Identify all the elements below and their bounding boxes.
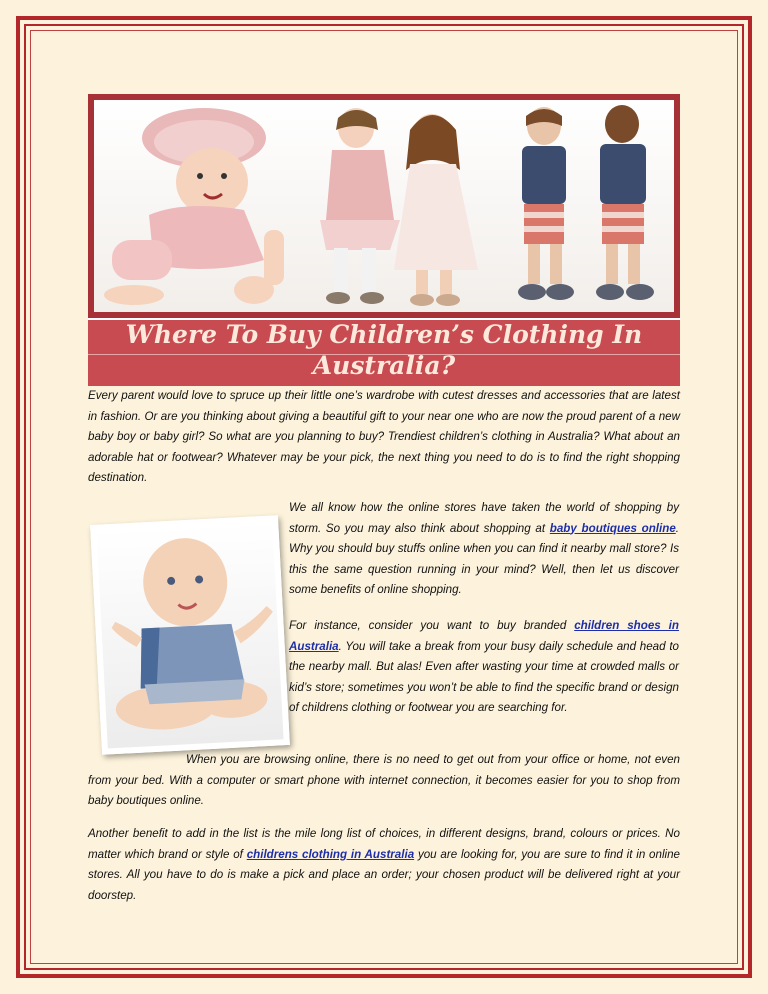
baby-sitting-illustration (96, 522, 283, 749)
girl-in-pink-figure (320, 108, 400, 304)
paragraph-text: For instance, consider you want to buy branded (289, 619, 575, 632)
childrens-clothing-link[interactable]: childrens clothing in Australia (246, 847, 415, 861)
paragraph-text: . You will take a break from your busy daily schedule and head to the nearby mall. But alas! Even after wasting your time at crowded malls or kid’s store; sometimes you won’t be able to find the specific brand or design of childrens clothing or footwear you are searching for. (289, 639, 679, 714)
girl-in-white-dress-figure (394, 114, 478, 306)
children-shoes-paragraph (289, 616, 679, 719)
online-shopping-paragraph (289, 498, 679, 601)
baby-in-hat-figure (104, 108, 284, 305)
paragraph-text: Another benefit to add in the list is the mile long list of choices, in different designs, brand, colours or prices. No matter which brand or style of (88, 827, 680, 861)
baby-boutiques-online-link[interactable]: baby boutiques online (549, 521, 676, 535)
choices-paragraph (88, 824, 680, 906)
baby-photo (90, 515, 290, 755)
header-banner-image (88, 94, 680, 318)
page-title: Where To Buy Children’s Clothing In Australia? (125, 320, 643, 380)
paragraph-text: . Why you should buy stuffs online when you can find it nearby mall store? Is this the same question running in your mind? Well, then let us discover some benefits of online shopping. (289, 521, 679, 596)
boy-front-figure (518, 107, 574, 300)
children-shoes-link[interactable]: children shoes in Australia (289, 619, 679, 653)
boy-back-figure (596, 105, 654, 300)
children-photo-illustration (94, 100, 674, 312)
browsing-online-paragraph: When you are browsing online, there is no need to get out from your office or home, not even from your bed. With a computer or smart phone with internet connection, it becomes easier for you to shop from baby boutiques online. (88, 753, 680, 807)
intro-paragraph: Every parent would love to spruce up their little one’s wardrobe with cutest dresses and accessories that are latest in fashion. Or are you thinking about giving a beautiful gift to your near one who are now the proud parent of a new baby boy or baby girl? So what are you planning to buy? Trendiest children’s clothing in Australia? What about an adorable hat or footwear? Whatever may be your pick, the next thing you need to do is to find the right shopping destination. (88, 389, 680, 484)
paragraph-text: We all know how the online stores have taken the world of shopping by storm. So you may also think about shopping at (289, 501, 679, 535)
paragraph-text: you are looking for, you are sure to find it in online stores. All you have to do is make a pick and place an order; your chosen product will be delivered right at your doorstep. (88, 847, 680, 902)
